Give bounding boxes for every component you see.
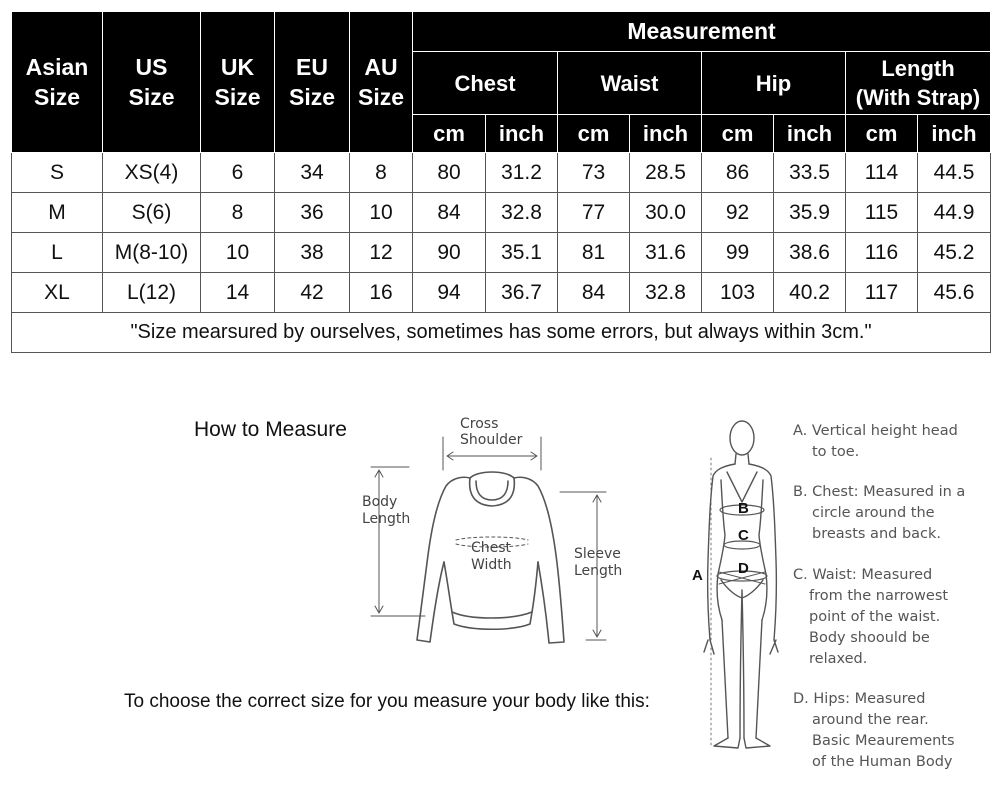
unit-header: cm xyxy=(702,115,774,153)
cross-shoulder-label-line2: Shoulder xyxy=(460,432,523,448)
unit-header: cm xyxy=(846,115,918,153)
table-cell: 42 xyxy=(275,273,350,313)
measurement-note: "Size mearsured by ourselves, sometimes has some errors, but always within 3cm." xyxy=(12,313,991,353)
table-cell: 116 xyxy=(846,233,918,273)
table-cell: L xyxy=(12,233,103,273)
table-cell: 31.2 xyxy=(486,153,558,193)
table-cell: 86 xyxy=(702,153,774,193)
table-cell: 8 xyxy=(201,193,275,233)
table-cell: 14 xyxy=(201,273,275,313)
table-cell: 16 xyxy=(350,273,413,313)
table-cell: XL xyxy=(12,273,103,313)
body-length-label-line1: Body xyxy=(362,494,398,510)
table-cell: 40.2 xyxy=(774,273,846,313)
table-cell: 32.8 xyxy=(630,273,702,313)
table-cell: 10 xyxy=(350,193,413,233)
table-cell: 103 xyxy=(702,273,774,313)
unit-header: inch xyxy=(486,115,558,153)
table-cell: 10 xyxy=(201,233,275,273)
header-asian-size: Asian Size xyxy=(12,12,103,153)
how-to-measure-title: How to Measure xyxy=(194,418,347,441)
table-cell: 94 xyxy=(413,273,486,313)
table-cell: 115 xyxy=(846,193,918,233)
table-cell: L(12) xyxy=(103,273,201,313)
table-cell: 117 xyxy=(846,273,918,313)
legend-b: B. Chest: Measured in a circle around the breasts and back. xyxy=(793,484,966,542)
table-cell: 6 xyxy=(201,153,275,193)
header-waist: Waist xyxy=(558,52,702,115)
table-cell: M xyxy=(12,193,103,233)
table-cell: 36.7 xyxy=(486,273,558,313)
table-cell: 38.6 xyxy=(774,233,846,273)
marker-d: D xyxy=(738,560,749,577)
sleeve-length-label-line2: Length xyxy=(574,563,623,579)
header-hip: Hip xyxy=(702,52,846,115)
unit-header: inch xyxy=(774,115,846,153)
table-cell: 30.0 xyxy=(630,193,702,233)
table-cell: 73 xyxy=(558,153,630,193)
table-cell: 33.5 xyxy=(774,153,846,193)
table-cell: 8 xyxy=(350,153,413,193)
table-cell: 77 xyxy=(558,193,630,233)
legend-c: C. Waist: Measured from the narrowest point of the waist. Body shoould be relaxed. xyxy=(793,567,949,667)
header-length: Length (With Strap) xyxy=(846,52,991,115)
sleeve-length-label-line1: Sleeve xyxy=(574,546,621,562)
chest-width-label-line1: Chest xyxy=(471,540,512,556)
table-cell: 90 xyxy=(413,233,486,273)
header-measurement: Measurement xyxy=(413,12,991,52)
header-eu-size: EU Size xyxy=(275,12,350,153)
chest-width-label-line2: Width xyxy=(471,557,512,573)
table-cell: 35.9 xyxy=(774,193,846,233)
unit-header: inch xyxy=(630,115,702,153)
table-cell: S(6) xyxy=(103,193,201,233)
table-cell: M(8-10) xyxy=(103,233,201,273)
marker-b: B xyxy=(738,500,749,517)
table-cell: XS(4) xyxy=(103,153,201,193)
table-cell: 31.6 xyxy=(630,233,702,273)
table-cell: 12 xyxy=(350,233,413,273)
marker-a: A xyxy=(692,567,703,584)
table-cell: 45.6 xyxy=(918,273,991,313)
header-chest: Chest xyxy=(413,52,558,115)
instruction-text: To choose the correct size for you measure your body like this: xyxy=(124,691,650,712)
table-cell: S xyxy=(12,153,103,193)
unit-header: cm xyxy=(558,115,630,153)
legend-d: D. Hips: Measured around the rear. Basic Meaurements of the Human Body xyxy=(793,691,955,770)
table-cell: 35.1 xyxy=(486,233,558,273)
table-cell: 44.5 xyxy=(918,153,991,193)
table-cell: 34 xyxy=(275,153,350,193)
table-cell: 38 xyxy=(275,233,350,273)
cross-shoulder-label-line1: Cross xyxy=(460,416,499,432)
table-cell: 28.5 xyxy=(630,153,702,193)
marker-c: C xyxy=(738,527,749,544)
table-cell: 44.9 xyxy=(918,193,991,233)
table-cell: 80 xyxy=(413,153,486,193)
unit-header: cm xyxy=(413,115,486,153)
header-uk-size: UK Size xyxy=(201,12,275,153)
table-cell: 84 xyxy=(413,193,486,233)
body-length-label-line2: Length xyxy=(362,511,411,527)
body-figure xyxy=(704,421,778,748)
unit-header: inch xyxy=(918,115,991,153)
legend-a: A. Vertical height head to toe. xyxy=(793,423,958,460)
header-us-size: US Size xyxy=(103,12,201,153)
table-cell: 99 xyxy=(702,233,774,273)
table-cell: 92 xyxy=(702,193,774,233)
table-cell: 36 xyxy=(275,193,350,233)
table-cell: 32.8 xyxy=(486,193,558,233)
table-cell: 81 xyxy=(558,233,630,273)
table-cell: 45.2 xyxy=(918,233,991,273)
table-cell: 114 xyxy=(846,153,918,193)
table-cell: 84 xyxy=(558,273,630,313)
header-au-size: AU Size xyxy=(350,12,413,153)
